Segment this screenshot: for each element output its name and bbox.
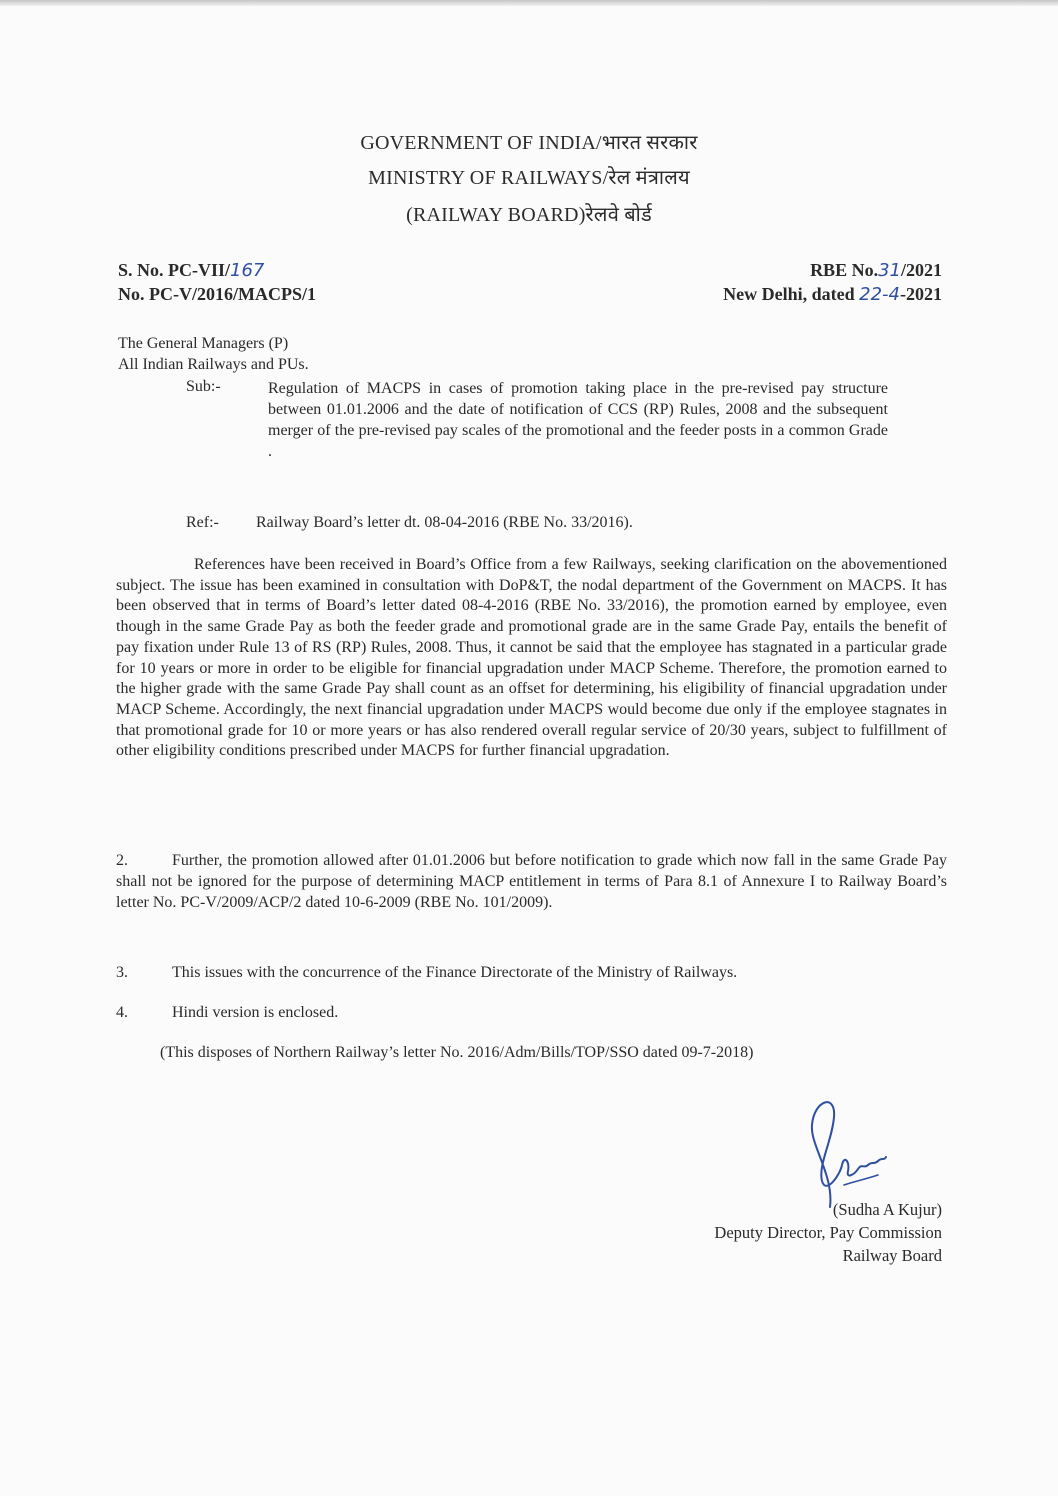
paragraph-4-number: 4.	[116, 1004, 128, 1021]
letterhead-board: (RAILWAY BOARD)रेलवे बोर्ड	[406, 204, 652, 226]
date-handwritten: 22-4	[859, 284, 900, 305]
paragraph-3-number: 3.	[116, 964, 128, 981]
rbe-handwritten: 31	[878, 260, 901, 281]
addressee-line1: The General Managers (P)	[118, 335, 289, 352]
addressee	[118, 333, 309, 375]
letterhead-ministry: MINISTRY OF RAILWAYS/रेल मंत्रालय	[368, 167, 690, 189]
ref-text: Railway Board’s letter dt. 08-04-2016 (RBE No. 33/2016).	[256, 514, 633, 531]
paragraph-2: 2. Further, the promotion allowed after 01.01.2006 but before notification to grade which now fall in the same Grade Pay shall not be ignored for the purpose of determining MACP entitlement in terms of Para 8.1 of Annexure I to Railway Board’s letter No. PC-V/2009/ACP/2 dated 10-6-2009 (RBE No. 101/2009).	[116, 852, 947, 911]
subject-text: Regulation of MACPS in cases of promotion taking place in the pre-revised pay structure between 01.01.2006 and the date of notification of CCS (RP) Rules, 2008 and the subsequent merger of the pre-revised pay scales of the promotional and the feeder posts in a common Grade .	[268, 380, 888, 460]
signatory-designation: Deputy Director, Pay Commission	[714, 1223, 942, 1242]
signatory-name: (Sudha A Kujur)	[832, 1200, 942, 1219]
paragraph-4: 4. Hindi version is enclosed.	[116, 1004, 339, 1021]
serial-handwritten: 167	[230, 260, 265, 281]
paragraph-2-number: 2.	[116, 852, 128, 869]
rbe-number: RBE No.31/2021	[810, 260, 942, 281]
issue-date: New Delhi, dated 22-4-2021	[723, 284, 942, 305]
file-number: No. PC-V/2016/MACPS/1	[118, 284, 316, 304]
paragraph-3: 3. This issues with the concurrence of the Finance Directorate of the Ministry of Railways.	[116, 964, 738, 981]
signature-block	[714, 1198, 942, 1267]
disposal-note: (This disposes of Northern Railway’s letter No. 2016/Adm/Bills/TOP/SSO dated 09-7-2018)	[160, 1044, 754, 1061]
subject-label: Sub:-	[186, 378, 221, 395]
signature-icon	[800, 1095, 920, 1215]
ref-label: Ref:-	[186, 514, 219, 531]
addressee-line2: All Indian Railways and PUs.	[118, 356, 309, 373]
paragraph-1: References have been received in Board’s Office from a few Railways, seeking clarification on the abovementioned subject. The issue has been examined in consultation with DoP&T, the nodal department of the Government on MACPS. It has been observed that in terms of Board’s letter dated 08-4-2016 (RBE No. 33/2016), the promotion earned by employee, even though in the same Grade Pay as both the feeder grade and promotional grade are in the same Grade Pay, entails the benefit of pay fixation under Rule 13 of RS (RP) Rules, 2008. Thus, it cannot be said that the employee has stagnated in a particular grade for 10 years or more in order to be eligible for financial upgradation under MACP Scheme. Therefore, the promotion earned to the higher grade with the same Grade Pay shall count as an offset for determining, his eligibility of financial upgradation under MACP Scheme. Accordingly, the next financial upgradation under MACPS would become due only if the employee stagnates in that promotional grade for 10 or more years or has also rendered overall regular service of 20/30 years, subject to fulfillment of other eligibility conditions prescribed under MACPS for further financial upgradation.	[116, 556, 947, 760]
signatory-office: Railway Board	[842, 1246, 942, 1265]
letterhead-govt: GOVERNMENT OF INDIA/भारत सरकार	[360, 132, 698, 154]
serial-number: S. No. PC-VII/167	[118, 260, 265, 281]
scan-top-edge	[0, 0, 1058, 6]
